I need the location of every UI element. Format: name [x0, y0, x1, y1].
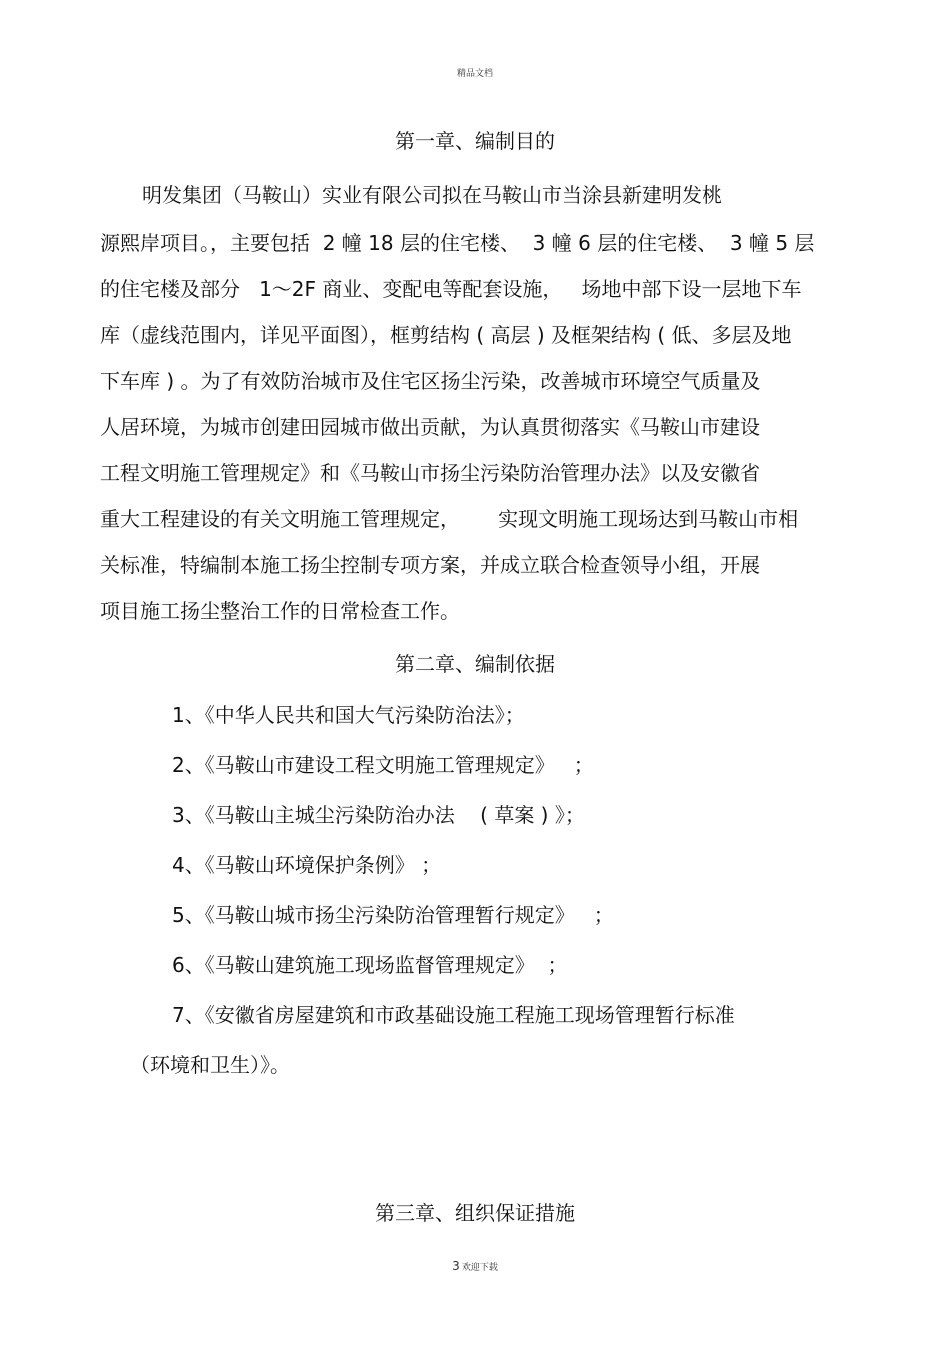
footer-text: 欢迎下载 [461, 1263, 498, 1273]
reference-list-item: 7、《安徽省房屋建筑和市政基础设施工程施工现场管理暂行标准 [172, 1003, 735, 1027]
paragraph-line: 工程文明施工管理规定》和《马鞍山市扬尘污染防治管理办法》以及安徽省 [100, 461, 760, 485]
page-footer [0, 1259, 950, 1273]
paragraph-line: 源熙岸项目。，主要包括 2 幢 18 层的住宅楼、 3 幢 6 层的住宅楼、 3 幢 5 层 [100, 231, 815, 255]
reference-list-item: 5、《马鞍山城市扬尘污染防治管理暂行规定》 ； [172, 903, 614, 927]
reference-list-item-continuation: （环境和卫生）》。 [130, 1053, 290, 1077]
reference-list-item: 4、《马鞍山环境保护条例》 ； [172, 853, 442, 877]
reference-list-item: 1、《中华人民共和国大气污染防治法》； [172, 703, 525, 727]
paragraph-line: 项目施工扬尘整治工作的日常检查工作。 [100, 599, 460, 623]
header-watermark-text: 精品文档 [456, 69, 493, 79]
reference-list-item: 2、《马鞍山市建设工程文明施工管理规定》 ； [172, 753, 594, 777]
chapter-2-title: 第二章、编制依据 [395, 652, 555, 676]
paragraph-line: 明发集团（马鞍山）实业有限公司拟在马鞍山市当涂县新建明发桃 [142, 183, 722, 207]
reference-list-item: 6、《马鞍山建筑施工现场监督管理规定》 ； [172, 953, 568, 977]
page-number: 3 [452, 1259, 460, 1273]
paragraph-line: 重大工程建设的有关文明施工管理规定， 实现文明施工现场达到马鞍山市相 [100, 507, 799, 531]
paragraph-line: 人居环境，为城市创建田园城市做出贡献，为认真贯彻落实《马鞍山市建设 [100, 415, 760, 439]
reference-list-item: 3、《马鞍山主城尘污染防治办法 ( 草案 ) 》； [172, 803, 585, 827]
chapter-1-title: 第一章、编制目的 [395, 129, 555, 153]
chapter-3-title: 第三章、组织保证措施 [375, 1201, 575, 1225]
paragraph-line: 关标准，特编制本施工扬尘控制专项方案，并成立联合检查领导小组，开展 [100, 553, 760, 577]
paragraph-line: 下车库 ) 。为了有效防治城市及住宅区扬尘污染，改善城市环境空气质量及 [100, 369, 761, 393]
paragraph-line: 的住宅楼及部分 1～2F 商业、变配电等配套设施， 场地中部下设一层地下车 [100, 277, 802, 301]
paragraph-line: 库（虚线范围内，详见平面图），框剪结构 ( 高层 ) 及框架结构 ( 低、多层及地 [100, 323, 792, 347]
